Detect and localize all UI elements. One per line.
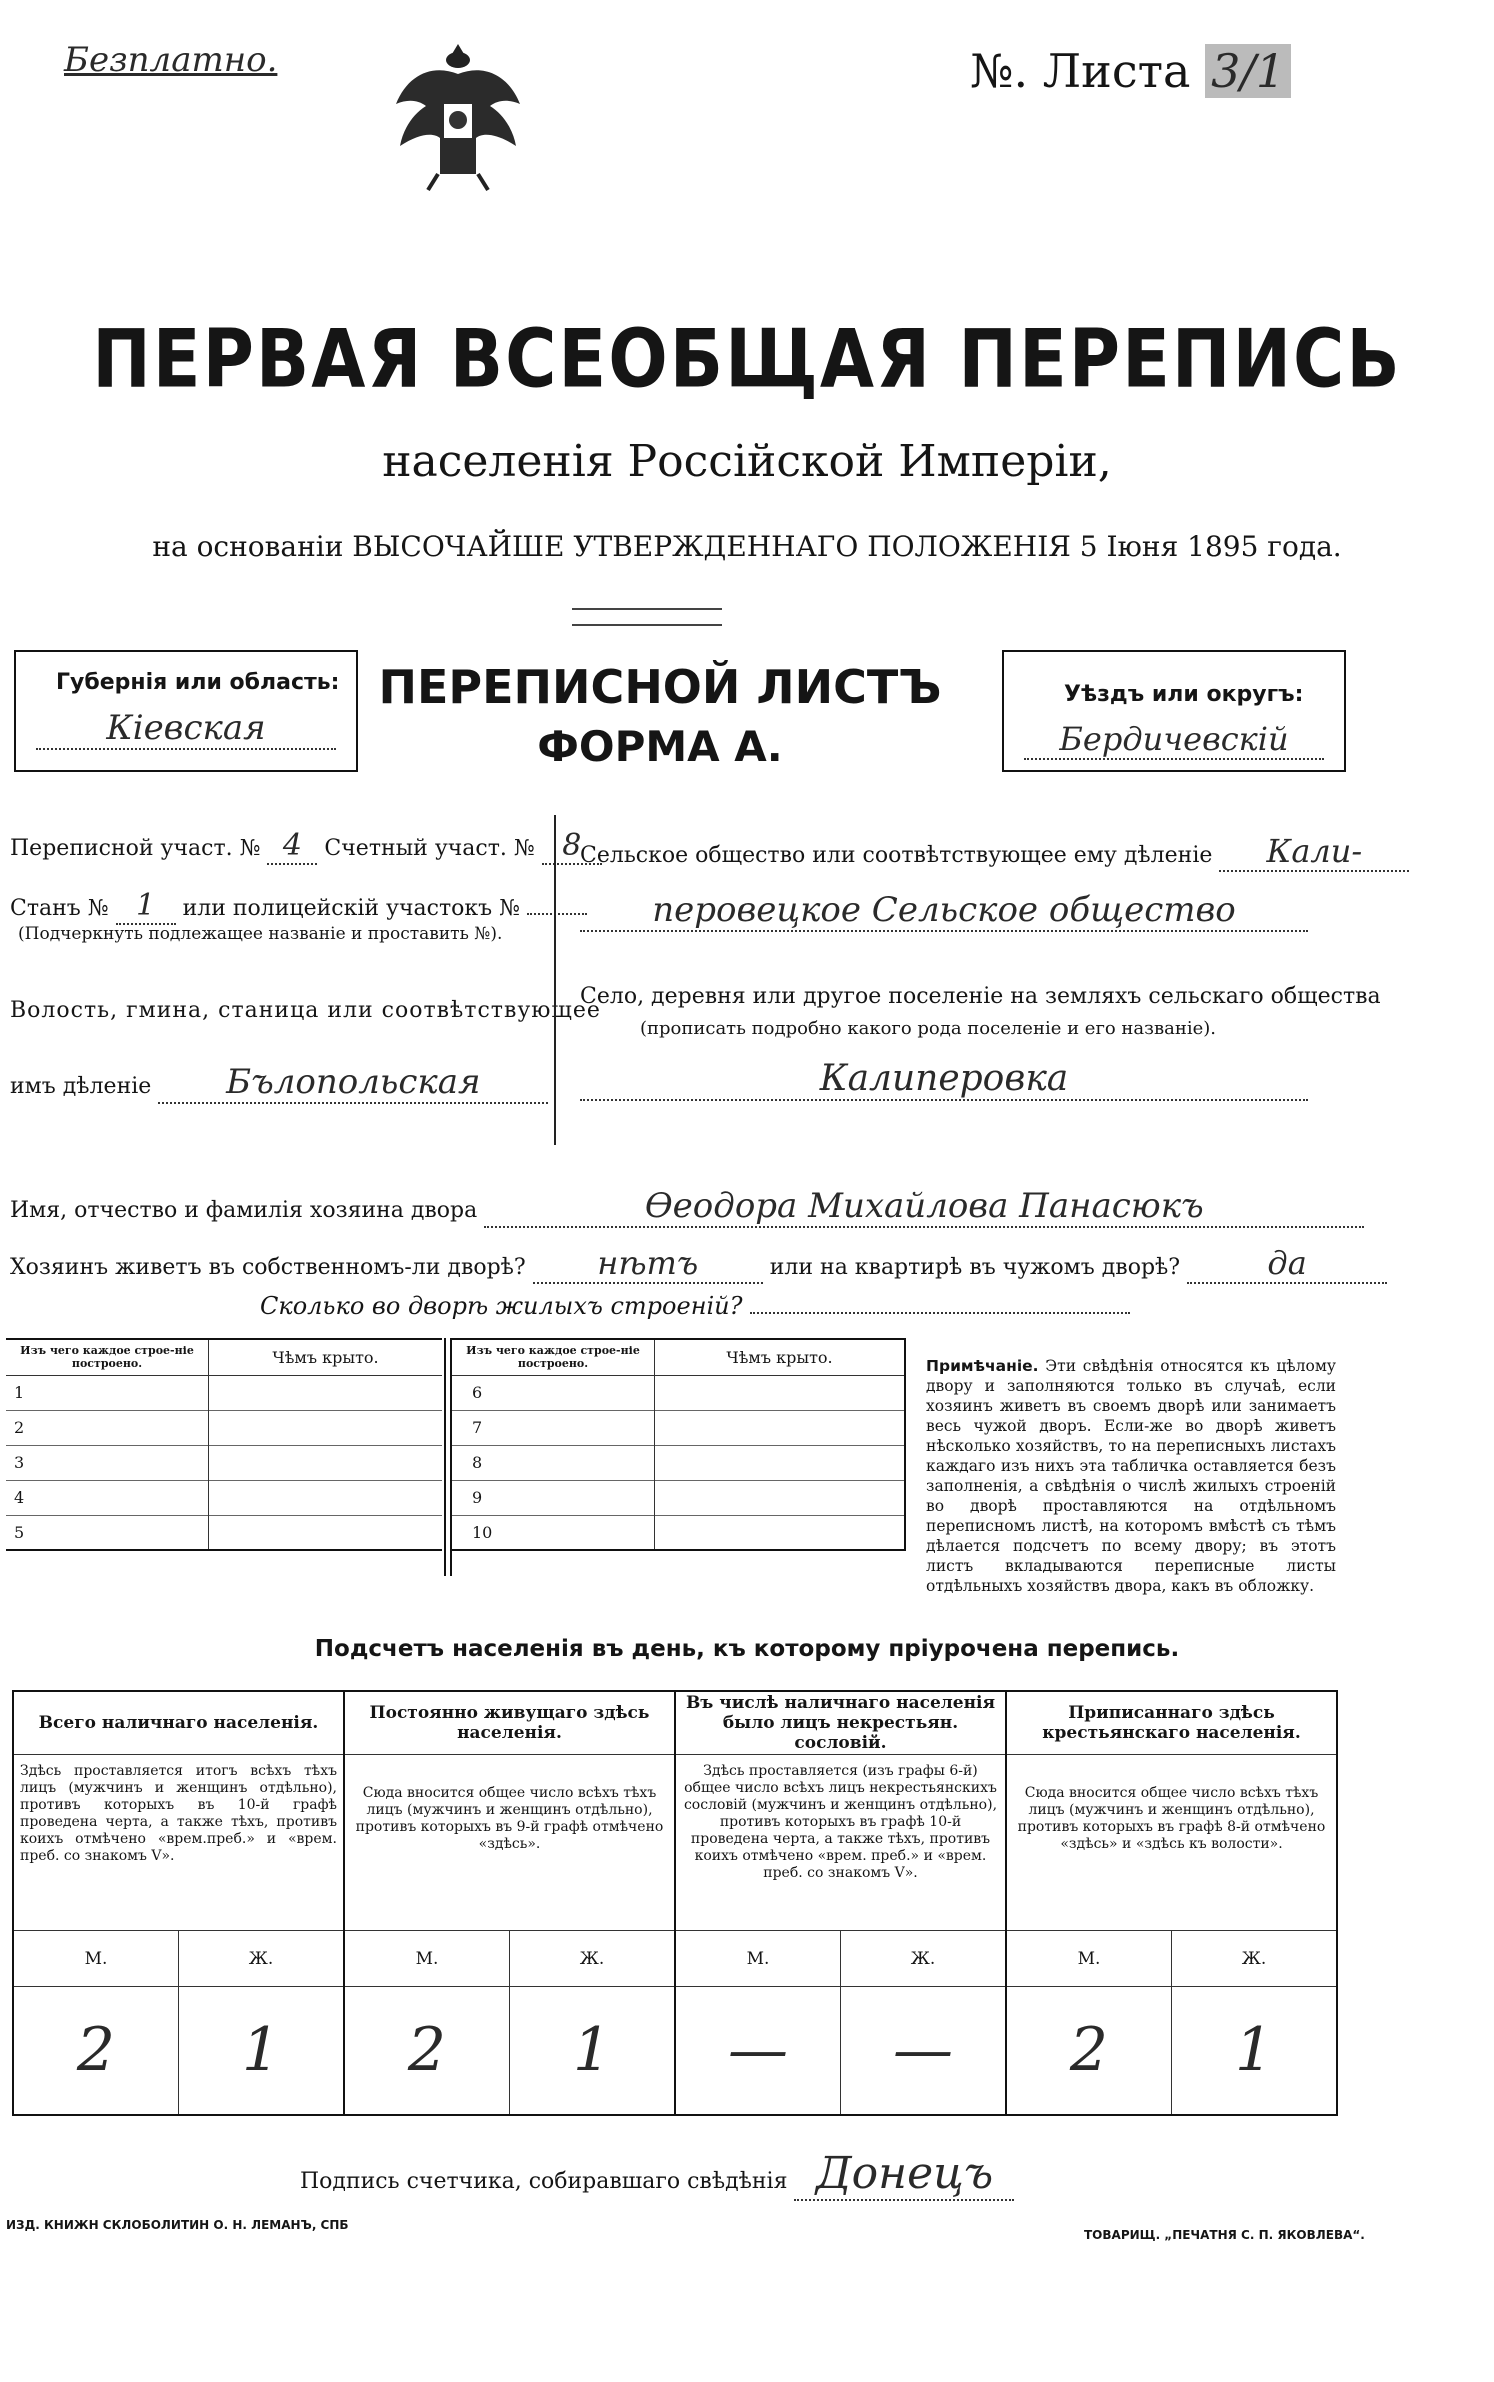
rent-label: или на квартирѣ въ чужомъ дворѣ? <box>769 1255 1181 1280</box>
value-permanent-f: 1 <box>510 1987 676 2115</box>
own-yard-label: Хозяинъ живетъ въ собственномъ-ли дворѣ? <box>10 1255 526 1280</box>
row-number: 9 <box>452 1480 655 1515</box>
province-value: Кіевская <box>36 708 336 750</box>
desc-total: Здѣсь проставляется итогъ всѣхъ тѣхъ лицъ (мужчинъ и женщинъ отдѣльно), противъ которыхъ въ 10-й графѣ проведена черта, а также тѣхъ, противъ коихъ отмѣчено «врем.преб.» и «врем. преб. со знакомъ V». <box>13 1755 344 1931</box>
note-text: Эти свѣдѣнія относятся къ цѣлому двору и заполняются только въ случаѣ, если хозяинъ живетъ въ своемъ дворѣ или занимаетъ весь чужой дворъ. Если-же во дворѣ живетъ нѣсколько хозяйствъ, то на переписныхъ листахъ каждаго изъ нихъ эта табличка оставляется безъ заполненія, а свѣдѣнія о числѣ жилыхъ строеній во дворѣ проставляются на отдѣльномъ переписномъ листѣ, на которомъ вмѣстѣ съ тѣмъ дѣлается подсчетъ по всему двору; въ этотъ листъ вкладываются переписные листы отдѣльныхъ хозяйствъ двора, какъ въ обложку. <box>926 1357 1336 1595</box>
row-number: 3 <box>6 1445 209 1480</box>
province-label: Губернія или область: <box>56 670 340 695</box>
signature-row <box>300 2148 1014 2201</box>
society-value-1: Кали- <box>1219 832 1409 872</box>
census-area-row <box>10 828 602 865</box>
buildings-value-line <box>750 1312 1130 1314</box>
value-noncrestian-m: — <box>675 1987 841 2115</box>
yard-row <box>10 1244 1387 1284</box>
owner-row <box>10 1186 1364 1228</box>
table-double-divider <box>444 1338 452 1576</box>
police-value-line <box>527 913 587 915</box>
population-titles <box>13 1691 1337 1755</box>
form-subtitle: ФОРМА А. <box>537 722 783 771</box>
subtitle: населенія Россійской Имперіи, <box>382 436 1112 487</box>
population-table <box>12 1690 1338 2116</box>
district-value: Бердичевскій <box>1024 720 1324 760</box>
society-value-2: перовецкое Сельское общество <box>580 890 1308 932</box>
value-noncrestian-f: — <box>841 1987 1007 2115</box>
f-label: Ж. <box>179 1931 345 1987</box>
table-row <box>452 1515 905 1550</box>
row-number: 6 <box>452 1375 655 1410</box>
table-row <box>6 1410 442 1445</box>
sheet-number-label <box>970 44 1291 98</box>
population-descriptions <box>13 1755 1337 1931</box>
owner-name-label: Имя, отчество и фамилія хозяина двора <box>10 1198 478 1223</box>
table-row <box>6 1480 442 1515</box>
double-headed-eagle-emblem <box>378 34 538 194</box>
village-note: (прописать подробно какого рода поселеніе и его названіе). <box>640 1018 1216 1039</box>
volost-value: Бълопольская <box>158 1062 548 1104</box>
f-label: Ж. <box>510 1931 676 1987</box>
stan-value: 1 <box>116 888 176 925</box>
count-area-value: 8 <box>542 828 602 865</box>
row-number: 8 <box>452 1445 655 1480</box>
value-total-m: 2 <box>13 1987 179 2115</box>
village-value: Калиперовка <box>580 1058 1308 1101</box>
form-title: ПЕРЕПИСНОЙ ЛИСТЪ <box>378 660 942 714</box>
rent-value: да <box>1187 1244 1387 1284</box>
table-row <box>452 1445 905 1480</box>
row-number: 1 <box>6 1375 209 1410</box>
desc-permanent: Сюда вносится общее число всѣхъ тѣхъ лицъ (мужчинъ и женщинъ отдѣльно), противъ которыхъ въ 9-й графѣ отмѣчено «здѣсь». <box>344 1755 675 1931</box>
society-row <box>580 832 1409 872</box>
table-row <box>6 1515 442 1550</box>
table-row <box>452 1480 905 1515</box>
m-label: М. <box>344 1931 510 1987</box>
volost-label-2: имъ дѣленіе <box>10 1074 152 1099</box>
table-row <box>6 1375 442 1410</box>
count-area-label: Счетный участ. № <box>324 836 535 861</box>
volost-row <box>10 1062 548 1104</box>
col-roof: Чѣмъ крыто. <box>272 1347 379 1367</box>
col-title-total: Всего наличнаго населенія. <box>13 1691 344 1755</box>
table-row <box>452 1410 905 1445</box>
col-title-noncrestian: Въ числѣ наличнаго населенія было лицъ некрестьян. сословій. <box>675 1691 1006 1755</box>
value-peasant-f: 1 <box>1234 2015 1274 2086</box>
signature-label: Подпись счетчика, собиравшаго свѣдѣнія <box>300 2169 788 2194</box>
col-material: Изъ чего каждое строе-ніе построено. <box>452 1339 655 1375</box>
f-label: Ж. <box>1241 1948 1267 1969</box>
col-title-permanent: Постоянно живущаго здѣсь населенія. <box>344 1691 675 1755</box>
district-label: Уѣздъ или округъ: <box>1064 682 1304 707</box>
value-permanent-m: 2 <box>344 1987 510 2115</box>
stan-row <box>10 888 587 925</box>
population-sex-labels <box>13 1931 1337 1987</box>
printer-right: ТОВАРИЩ. „ПЕЧАТНЯ С. П. ЯКОВЛЕВА“. <box>1084 2228 1365 2242</box>
buildings-row <box>260 1292 1130 1320</box>
stan-label: Станъ № <box>10 896 109 921</box>
main-title: ПЕРВАЯ ВСЕОБЩАЯ ПЕРЕПИСЬ <box>92 311 1402 407</box>
desc-noncrestian: Здѣсь проставляется (изъ графы 6-й) общее число всѣхъ лицъ некрестьянскихъ сословій (мужчинъ и женщинъ отдѣльно), противъ которыхъ въ графѣ 10-й проведена черта, а также тѣхъ, противъ коихъ отмѣчено «врем. преб.» и «врем. преб. со знакомъ V». <box>675 1755 1006 1931</box>
province-box <box>14 650 358 772</box>
buildings-label: Сколько во дворѣ жилыхъ строеній? <box>260 1292 743 1320</box>
printer-left: ИЗД. КНИЖН СКЛОБОЛИТИН О. Н. ЛЕМАНЪ, СПБ <box>6 2218 349 2232</box>
census-area-value: 4 <box>267 828 317 865</box>
row-number: 2 <box>6 1410 209 1445</box>
signature-value: Донецъ <box>794 2148 1014 2201</box>
free-label: Безплатно. <box>64 40 278 80</box>
value-total-f: 1 <box>179 1987 345 2115</box>
m-label: М. <box>13 1931 179 1987</box>
row-number: 5 <box>6 1515 209 1550</box>
table-row <box>6 1445 442 1480</box>
society-label: Сельское общество или соотвѣтствующее ему дѣленіе <box>580 843 1213 868</box>
district-box <box>1002 650 1346 772</box>
note-heading: Примѣчаніе. <box>926 1357 1039 1375</box>
owner-name-value: Өеодора Михайлова Панасюкъ <box>484 1186 1364 1228</box>
col-roof: Чѣмъ крыто. <box>726 1347 833 1367</box>
f-label: Ж. <box>841 1931 1007 1987</box>
police-label: или полицейскій участокъ № <box>182 896 520 921</box>
sheet-label-text: №. Листа <box>970 44 1191 98</box>
volost-label-1: Волость, гмина, станица или соотвѣтствующее <box>10 998 601 1023</box>
village-label: Село, деревня или другое поселеніе на земляхъ сельскаго общества <box>580 984 1381 1009</box>
row-number: 7 <box>452 1410 655 1445</box>
population-heading: Подсчетъ населенія въ день, къ которому пріурочена перепись. <box>314 1636 1180 1662</box>
own-yard-value: нѣтъ <box>533 1244 763 1284</box>
value-peasant-m: 2 <box>1006 1987 1172 2115</box>
population-values <box>13 1987 1337 2115</box>
stan-note: (Подчеркнуть подлежащее названіе и проставить №). <box>18 924 503 944</box>
basis-line: на основаніи ВЫСОЧАЙШЕ УТВЕРЖДЕННАГО ПОЛОЖЕНІЯ 5 Іюня 1895 года. <box>152 530 1342 563</box>
row-number: 10 <box>452 1515 655 1550</box>
m-label: М. <box>1006 1931 1172 1987</box>
buildings-table-left <box>6 1338 442 1551</box>
vertical-divider <box>554 815 556 1145</box>
m-label: М. <box>675 1931 841 1987</box>
buildings-table-right <box>452 1338 906 1551</box>
sheet-number-value: 3/1 <box>1205 44 1291 98</box>
ornament-divider <box>572 608 722 626</box>
note-box <box>926 1356 1336 1596</box>
census-area-label: Переписной участ. № <box>10 836 261 861</box>
desc-peasant: Сюда вносится общее число всѣхъ тѣхъ лицъ (мужчинъ и женщинъ отдѣльно), противъ которыхъ въ графѣ 8-й отмѣчено «здѣсь» и «здѣсь къ волости». <box>1017 1785 1326 1852</box>
row-number: 4 <box>6 1480 209 1515</box>
col-title-peasant: Приписаннаго здѣсь крестьянскаго населенія. <box>1042 1703 1301 1743</box>
table-row <box>452 1375 905 1410</box>
col-material: Изъ чего каждое строе-ніе построено. <box>6 1339 209 1375</box>
